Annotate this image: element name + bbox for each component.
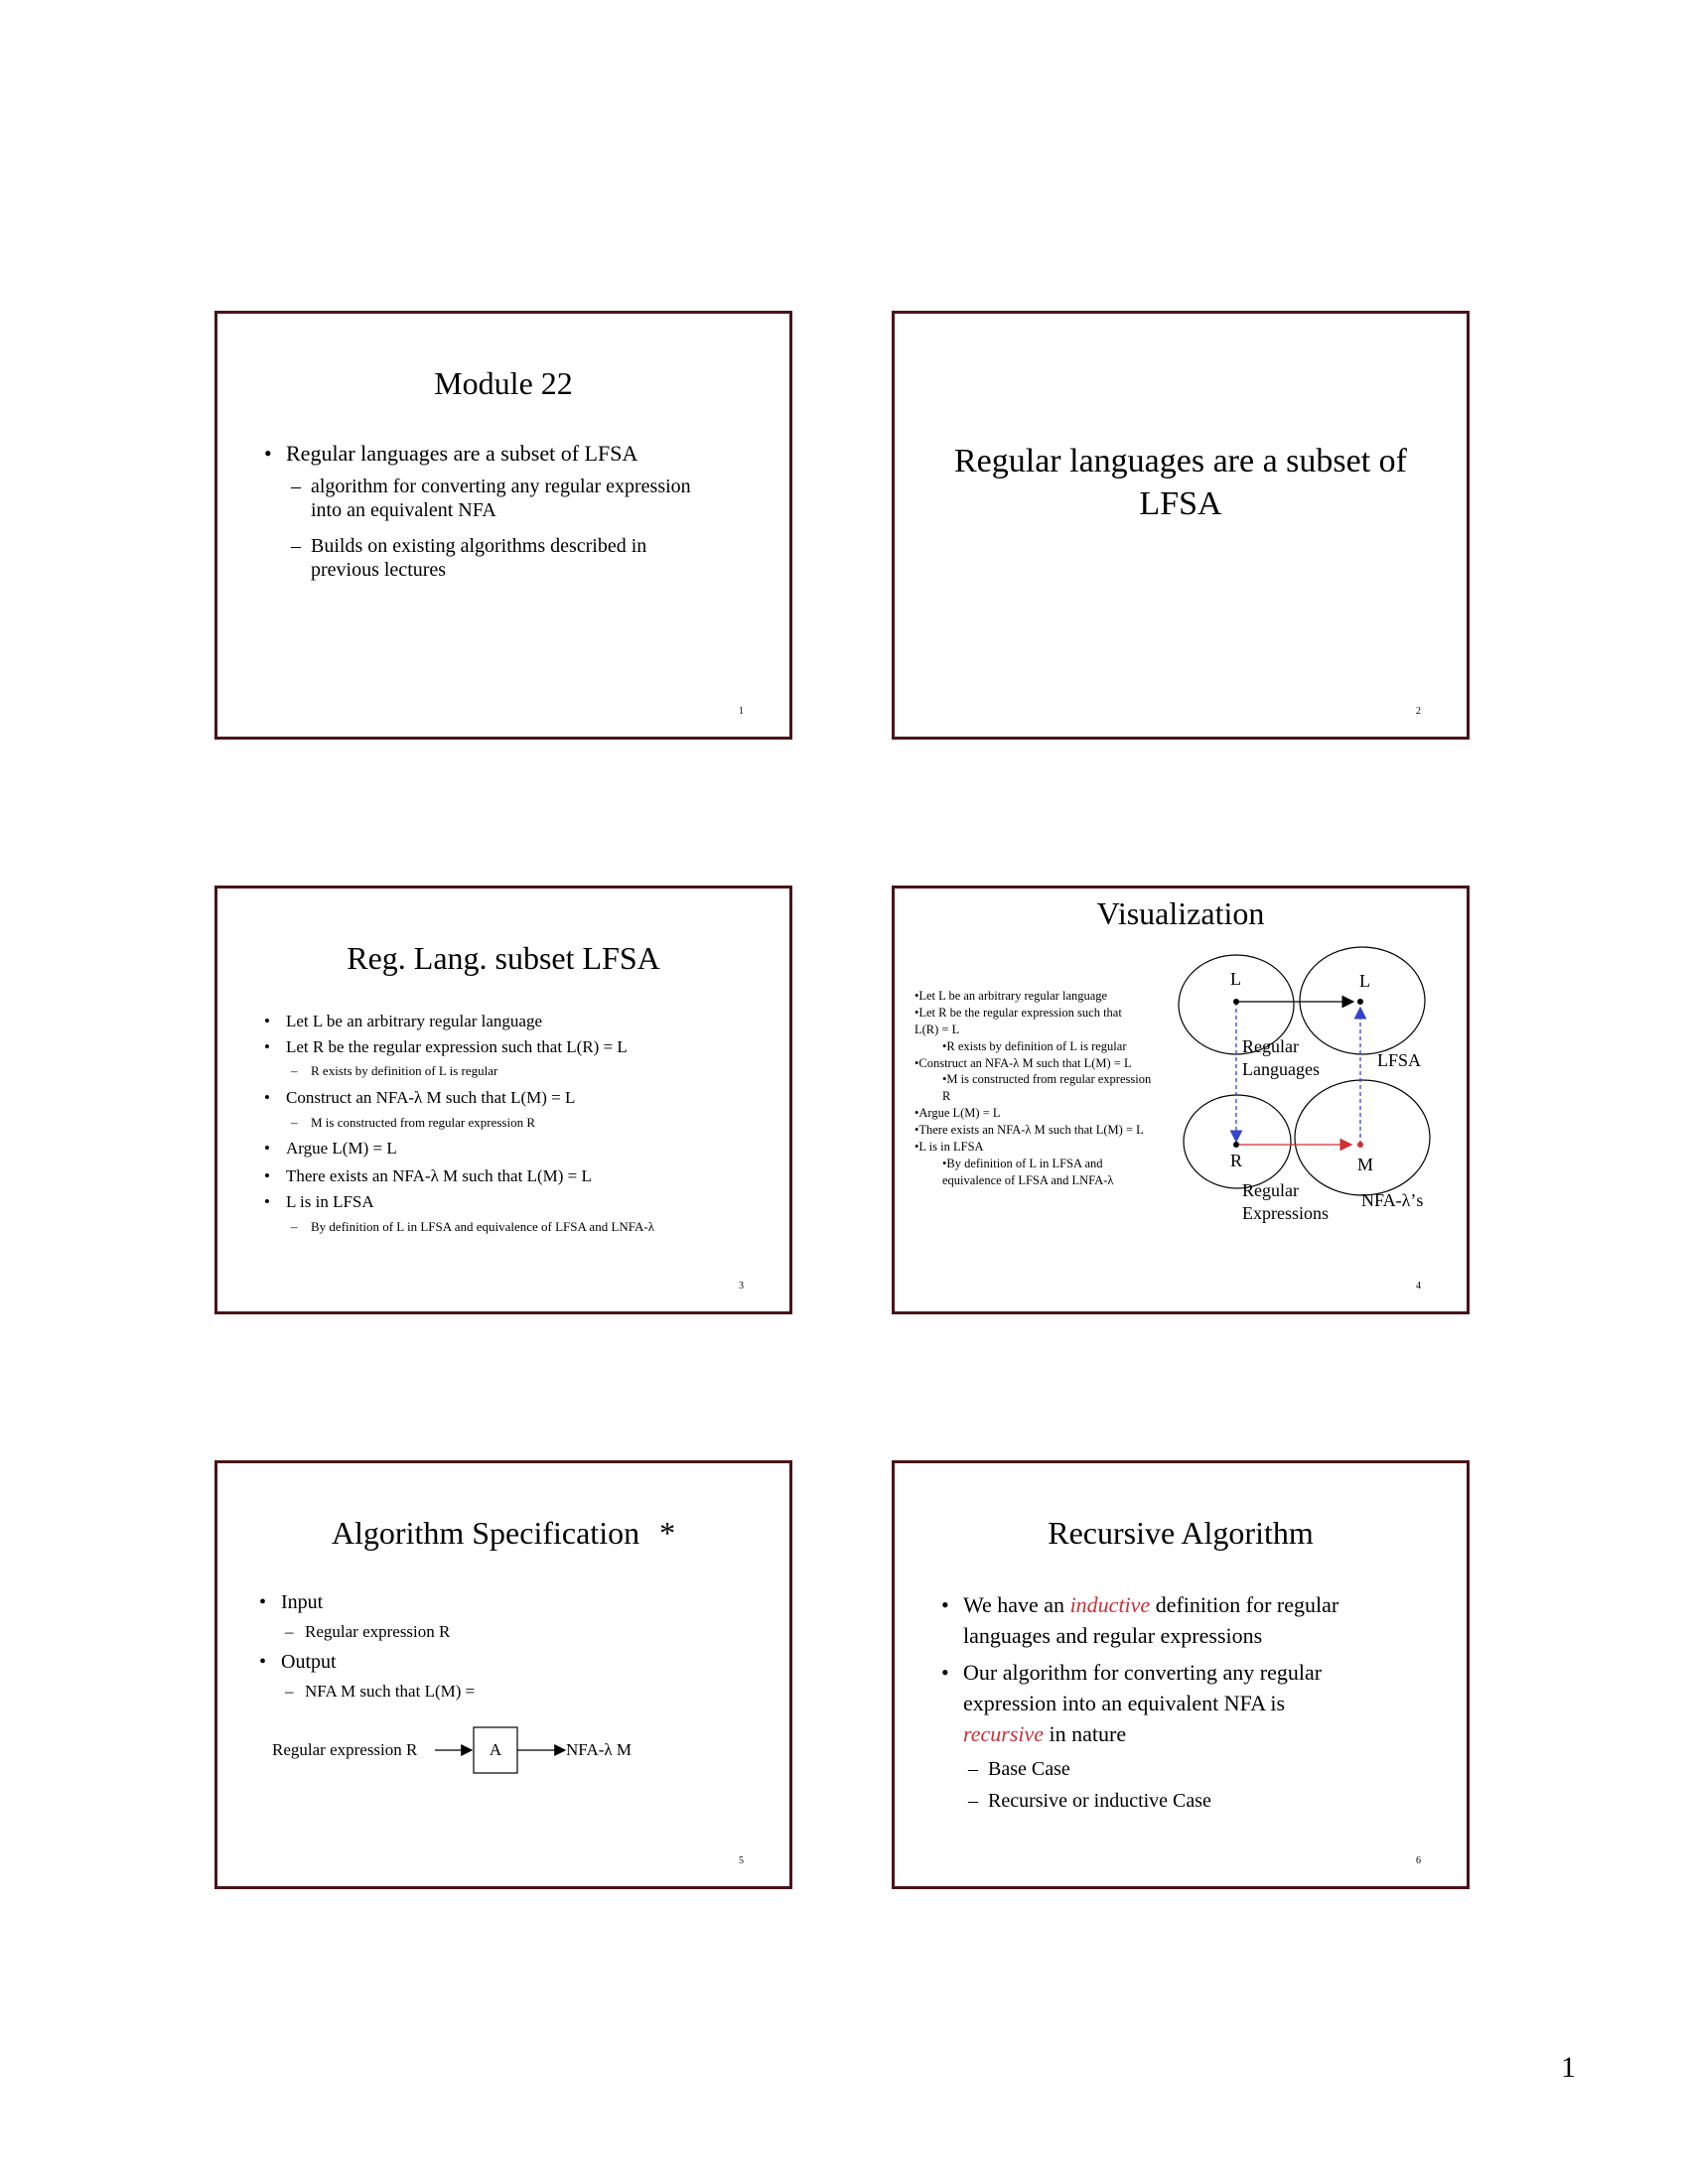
slide-2 — [892, 311, 1470, 740]
node-label: L — [1230, 969, 1241, 989]
sub-bullet-item: – algorithm for converting any regular expression into an equivalent NFA — [291, 476, 691, 521]
bullet-item: • Argue L(M) = L — [264, 1139, 397, 1158]
sub-bullet-item: – R exists by definition of L is regular — [291, 1063, 498, 1078]
bullet-item: • L is in LFSA — [264, 1192, 374, 1211]
sub-bullet-item: – NFA M such that L(M) = — [285, 1682, 476, 1701]
slide-title: Recursive Algorithm — [1048, 1515, 1314, 1551]
step-item: •Let L be an arbitrary regular language — [914, 989, 1108, 1003]
slide-number: 2 — [1416, 706, 1421, 717]
slide-4 — [892, 886, 1470, 1314]
bullet-item: • We have an inductive definition for regular languages and regular expressions — [941, 1592, 1339, 1648]
step-item: R — [942, 1089, 951, 1104]
step-item: •Let R be the regular expression such that — [914, 1005, 1122, 1020]
slide-title: Module 22 — [434, 365, 573, 401]
node-label: R — [1230, 1151, 1243, 1170]
bullet-item: • Our algorithm for converting any regular expression into an equivalent NFA is recursive in nature — [941, 1660, 1323, 1746]
step-item: •L is in LFSA — [914, 1139, 984, 1154]
step-item: •There exists an NFA-λ M such that L(M) = L — [914, 1123, 1144, 1137]
bullet-item: • There exists an NFA-λ M such that L(M) = L — [264, 1166, 592, 1185]
step-item: L(R) = L — [914, 1022, 960, 1036]
slide-number: 6 — [1416, 1855, 1421, 1866]
slide-number: 3 — [739, 1281, 744, 1292]
step-item: equivalence of LFSA and LNFA-λ — [942, 1172, 1114, 1187]
slide-title: Algorithm Specification * — [331, 1515, 676, 1551]
slide-number: 4 — [1416, 1281, 1421, 1292]
slide-title: Regular languages are a subset of LFSA — [954, 443, 1407, 522]
step-item: •By definition of L in LFSA and — [942, 1156, 1103, 1170]
step-item: •R exists by definition of L is regular — [942, 1038, 1127, 1053]
step-item: •M is constructed from regular expression — [942, 1072, 1152, 1087]
algorithm-diagram — [217, 1463, 789, 1886]
bullet-item: • Let L be an arbitrary regular language — [264, 1012, 543, 1030]
slide-number: 5 — [739, 1855, 744, 1866]
algorithm-input-label: Regular expression R — [272, 1740, 418, 1759]
label-regular-languages: Regular Languages — [1242, 1036, 1320, 1079]
page-number: 1 — [1561, 2051, 1576, 2084]
node-label: M — [1357, 1155, 1374, 1174]
algorithm-box-label: A — [489, 1740, 502, 1759]
slide-title: Visualization — [1096, 895, 1265, 931]
node-dot — [1357, 1142, 1363, 1148]
node-dot — [1357, 999, 1363, 1005]
sub-bullet-item: – Base Case — [968, 1758, 1070, 1780]
bullet-item: • Regular languages are a subset of LFSA — [264, 441, 638, 466]
node-dot — [1233, 1142, 1239, 1148]
sub-bullet-item: – Recursive or inductive Case — [968, 1790, 1211, 1812]
slide-number: 1 — [739, 706, 744, 717]
sub-bullet-item: – Builds on existing algorithms described in previous lectures — [291, 535, 647, 581]
slide-title: Reg. Lang. subset LFSA — [347, 940, 660, 976]
node-dot — [1233, 999, 1239, 1005]
label-regular-expressions: Regular Expressions — [1242, 1180, 1329, 1223]
label-nfa: NFA-λ’s — [1361, 1190, 1424, 1210]
bullet-item: • Let R be the regular expression such that L(R) = L — [264, 1037, 628, 1056]
label-lfsa: LFSA — [1377, 1050, 1422, 1070]
sub-bullet-item: – Regular expression R — [285, 1622, 451, 1641]
bullet-item: • Construct an NFA-λ M such that L(M) = L — [264, 1088, 576, 1107]
algorithm-output-label: NFA-λ M — [566, 1740, 633, 1759]
step-item: •Argue L(M) = L — [914, 1106, 1001, 1121]
nfa-ellipse — [1295, 1080, 1430, 1195]
slide-3 — [214, 886, 792, 1314]
set-diagram — [895, 888, 1467, 1311]
step-item: •Construct an NFA-λ M such that L(M) = L — [914, 1055, 1132, 1070]
slide-5 — [214, 1460, 792, 1889]
slide-1 — [214, 311, 792, 740]
regular-expressions-ellipse — [1184, 1095, 1291, 1188]
sub-bullet-item: – By definition of L in LFSA and equivalence of LFSA and LNFA-λ — [291, 1219, 655, 1234]
slide-6 — [892, 1460, 1470, 1889]
node-label: L — [1359, 971, 1370, 991]
sub-bullet-item: – M is constructed from regular expression R — [291, 1115, 536, 1130]
bullet-item: • Output — [259, 1651, 337, 1673]
bullet-item: • Input — [259, 1591, 324, 1613]
